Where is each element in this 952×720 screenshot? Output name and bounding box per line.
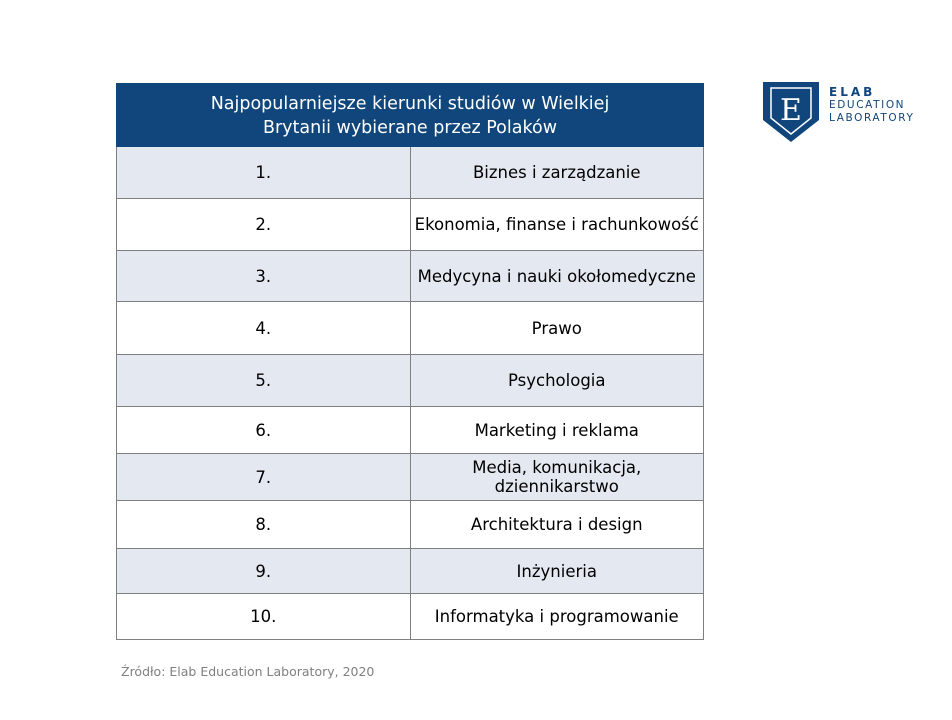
field-cell: Informatyka i programowanie <box>410 594 704 640</box>
table-row <box>117 501 704 549</box>
rank-cell: 4. <box>117 302 411 355</box>
table-header-row <box>117 84 704 147</box>
field-cell: Psychologia <box>410 355 704 407</box>
field-cell: Medycyna i nauki okołomedyczne <box>410 251 704 302</box>
table-title-line1: Najpopularniejsze kierunki studiów w Wielkiej <box>210 94 610 114</box>
ranking-table <box>116 83 704 640</box>
rank-cell: 9. <box>117 549 411 594</box>
rank-cell: 7. <box>117 454 411 501</box>
table-row <box>117 302 704 355</box>
table-row <box>117 549 704 594</box>
field-cell: Ekonomia, finanse i rachunkowość <box>410 199 704 251</box>
logo-letter: E <box>780 93 802 128</box>
table-row <box>117 355 704 407</box>
logo-line1: ELAB <box>829 85 876 99</box>
table-row <box>117 147 704 199</box>
field-cell: Marketing i reklama <box>410 407 704 454</box>
field-cell: Biznes i zarządzanie <box>410 147 704 199</box>
field-cell: Media, komunikacja, dziennikarstwo <box>410 454 704 501</box>
rank-cell: 10. <box>117 594 411 640</box>
table-title <box>117 84 704 147</box>
table-row <box>117 407 704 454</box>
table-row <box>117 251 704 302</box>
logo-line3: LABORATORY <box>829 112 915 124</box>
logo-line2: EDUCATION <box>829 99 906 111</box>
rank-cell: 1. <box>117 147 411 199</box>
rank-cell: 6. <box>117 407 411 454</box>
rank-cell: 2. <box>117 199 411 251</box>
field-cell: Inżynieria <box>410 549 704 594</box>
field-cell: Architektura i design <box>410 501 704 549</box>
rank-cell: 3. <box>117 251 411 302</box>
table-row <box>117 454 704 501</box>
elab-logo <box>761 80 931 146</box>
table-row <box>117 594 704 640</box>
logo-text <box>829 86 915 125</box>
rank-cell: 8. <box>117 501 411 549</box>
table-title-line2: Brytanii wybierane przez Polaków <box>262 118 558 138</box>
source-note: Źródło: Elab Education Laboratory, 2020 <box>121 664 375 679</box>
table-row <box>117 199 704 251</box>
field-cell: Prawo <box>410 302 704 355</box>
shield-icon <box>761 80 821 144</box>
rank-cell: 5. <box>117 355 411 407</box>
